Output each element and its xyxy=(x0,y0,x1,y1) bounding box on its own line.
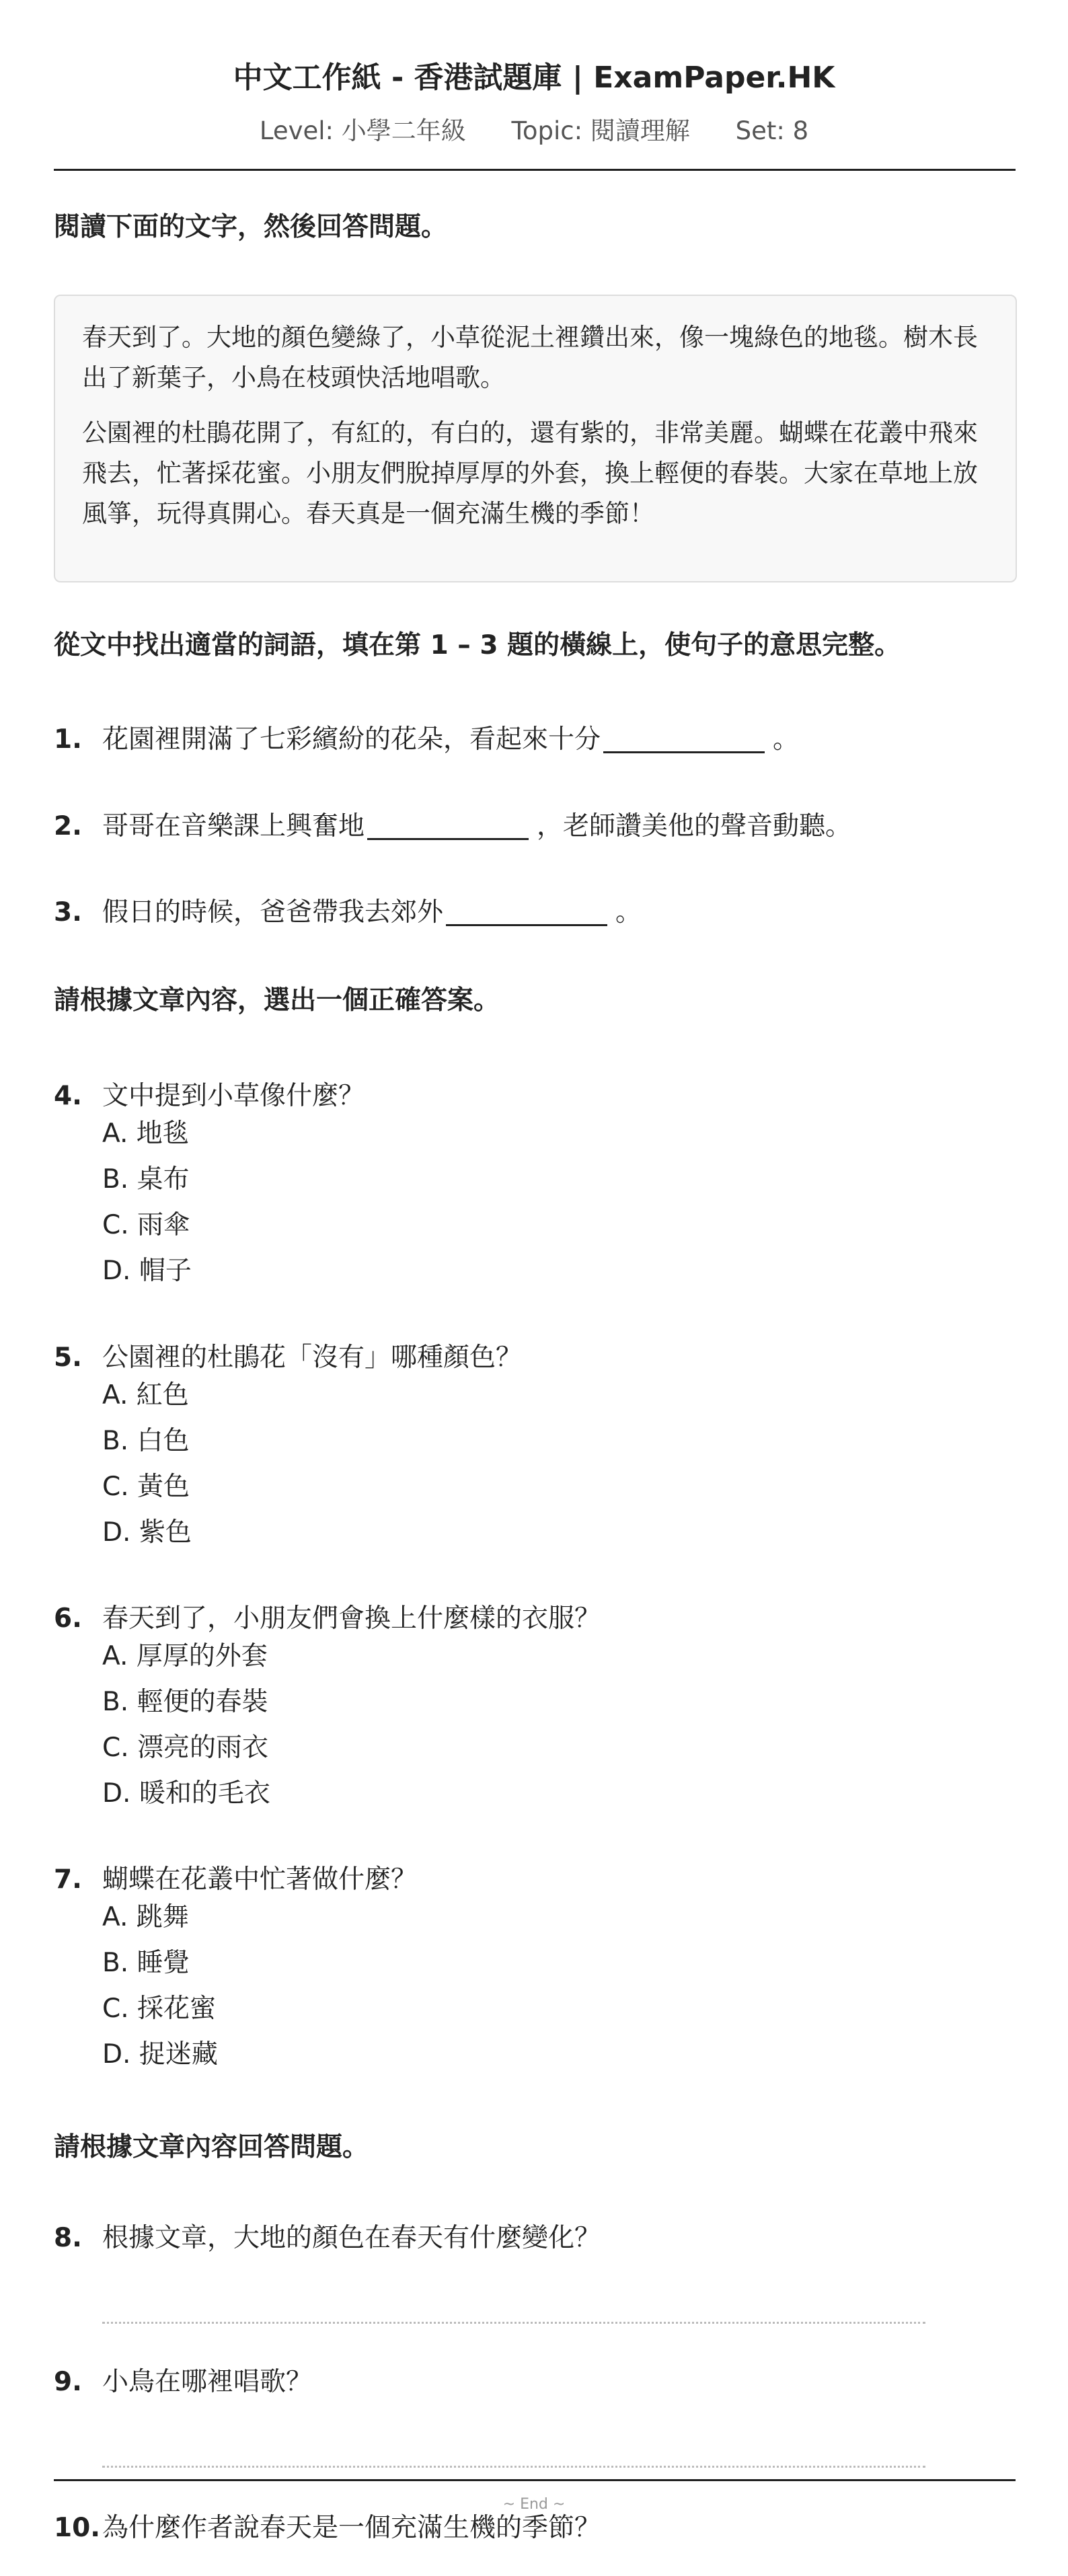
level-label: Level: 小學二年級 xyxy=(259,116,466,145)
question-number: 3. xyxy=(54,897,82,927)
question-number: 4. xyxy=(54,1081,82,1111)
answer-blank[interactable] xyxy=(367,811,529,840)
choice-option[interactable]: B. 輕便的春裝 xyxy=(102,1687,268,1717)
choice-option[interactable]: B. 白色 xyxy=(102,1426,190,1456)
answer-blank[interactable] xyxy=(603,724,765,753)
choice-option[interactable]: D. 帽子 xyxy=(102,1256,192,1286)
choice-option[interactable]: C. 漂亮的雨衣 xyxy=(102,1733,269,1763)
choice-option[interactable]: D. 紫色 xyxy=(102,1517,192,1548)
choice-list xyxy=(102,1638,270,1821)
footer-divider xyxy=(54,2479,1016,2481)
reading-passage xyxy=(54,295,1017,582)
page-title: 中文工作紙 - 香港試題庫 | ExamPaper.HK xyxy=(233,61,835,95)
question-text: 。 xyxy=(615,897,642,927)
question-text: 文中提到小草像什麼？ xyxy=(102,1081,365,1111)
choice-list xyxy=(102,1377,192,1560)
section-heading-fill-blank: 從文中找出適當的詞語，填在第 1 – 3 題的橫線上，使句子的意思完整。 xyxy=(54,630,901,660)
answer-line[interactable] xyxy=(102,2322,925,2324)
question-text: 為什麼作者說春天是一個充滿生機的季節？ xyxy=(102,2513,601,2543)
question-number: 1. xyxy=(54,724,82,755)
choice-option[interactable]: D. 暖和的毛衣 xyxy=(102,1778,270,1809)
question-number: 7. xyxy=(54,1864,82,1895)
question-8 xyxy=(54,2220,1016,2257)
question-text: 。 xyxy=(773,724,800,755)
question-text: 蝴蝶在花叢中忙著做什麼？ xyxy=(102,1864,418,1895)
question-text: 公園裡的杜鵑花「沒有」哪種顏色？ xyxy=(102,1342,523,1373)
question-text: ，老師讚美他的聲音動聽。 xyxy=(537,811,852,841)
choice-option[interactable]: A. 紅色 xyxy=(102,1380,189,1410)
question-number: 10. xyxy=(54,2513,101,2543)
question-number: 8. xyxy=(54,2223,82,2253)
question-9 xyxy=(54,2363,1016,2401)
question-10 xyxy=(54,2509,1016,2547)
question-text: 根據文章，大地的顏色在春天有什麼變化？ xyxy=(102,2223,601,2253)
choice-option[interactable]: B. 桌布 xyxy=(102,1164,190,1195)
question-number: 2. xyxy=(54,811,82,841)
question-text: 假日的時候，爸爸帶我去郊外 xyxy=(102,897,444,927)
header-divider xyxy=(54,169,1016,171)
section-heading-reading: 閱讀下面的文字，然後回答問題。 xyxy=(54,212,448,242)
question-7 xyxy=(54,1861,1016,1899)
choice-option[interactable]: A. 地毯 xyxy=(102,1119,189,1149)
worksheet-meta xyxy=(0,114,1068,148)
question-text: 小鳥在哪裡唱歌？ xyxy=(102,2367,313,2397)
choice-option[interactable]: C. 雨傘 xyxy=(102,1210,190,1240)
passage-paragraph: 公園裡的杜鵑花開了，有紅的，有白的，還有紫的，非常美麗。蝴蝶在花叢中飛來飛去，忙著採花蜜。小朋友們脫掉厚厚的外套，換上輕便的春裝。大家在草地上放風箏，玩得真開心。春天真是一個充滿生機的季節！ xyxy=(82,418,978,528)
answer-blank[interactable] xyxy=(446,897,607,926)
question-text: 春天到了，小朋友們會換上什麼樣的衣服？ xyxy=(102,1603,601,1634)
question-number: 6. xyxy=(54,1603,82,1634)
question-1 xyxy=(54,721,1016,759)
choice-list xyxy=(102,1899,218,2082)
choice-option[interactable]: A. 厚厚的外套 xyxy=(102,1641,268,1671)
choice-list xyxy=(102,1115,192,1298)
question-text: 花園裡開滿了七彩繽紛的花朵，看起來十分 xyxy=(102,724,601,755)
question-2 xyxy=(54,808,1016,845)
topic-label: Topic: 閱讀理解 xyxy=(511,116,690,145)
section-heading-short-answer: 請根據文章內容回答問題。 xyxy=(54,2132,369,2162)
question-4 xyxy=(54,1077,1016,1115)
question-3 xyxy=(54,894,1016,932)
choice-option[interactable]: D. 捉迷藏 xyxy=(102,2039,218,2070)
question-5 xyxy=(54,1339,1016,1377)
question-text: 哥哥在音樂課上興奮地 xyxy=(102,811,365,841)
choice-option[interactable]: A. 跳舞 xyxy=(102,1902,189,1932)
choice-option[interactable]: C. 黃色 xyxy=(102,1472,190,1502)
set-label: Set: 8 xyxy=(735,116,809,145)
footer-end-label: ~ End ~ xyxy=(502,2496,566,2513)
passage-paragraph: 春天到了。大地的顏色變綠了，小草從泥土裡鑽出來，像一塊綠色的地毯。樹木長出了新葉子，小鳥在枝頭快活地唱歌。 xyxy=(82,323,978,392)
choice-option[interactable]: C. 採花蜜 xyxy=(102,1994,217,2024)
choice-option[interactable]: B. 睡覺 xyxy=(102,1948,190,1978)
section-heading-multiple-choice: 請根據文章內容，選出一個正確答案。 xyxy=(54,985,500,1016)
question-number: 9. xyxy=(54,2367,82,2397)
question-number: 5. xyxy=(54,1342,82,1373)
answer-line[interactable] xyxy=(102,2466,925,2468)
question-6 xyxy=(54,1600,1016,1638)
